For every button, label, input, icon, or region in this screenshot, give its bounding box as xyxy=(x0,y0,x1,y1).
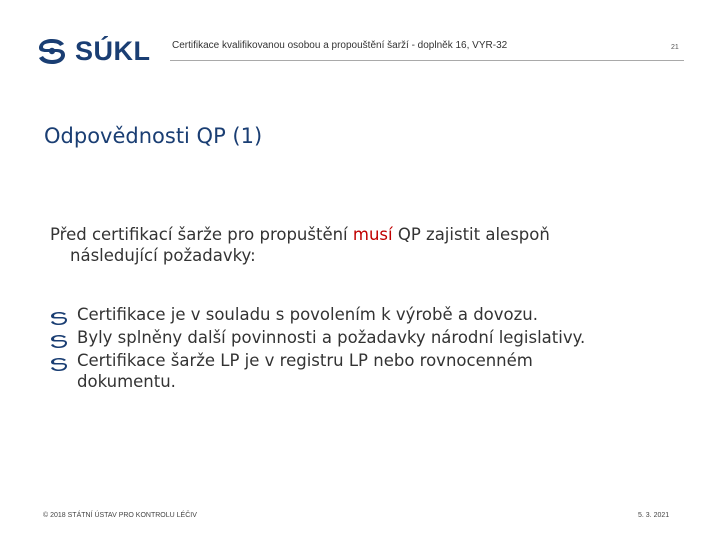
sukl-logo xyxy=(36,34,151,68)
intro-text-before: Před certifikací šarže pro propuštění xyxy=(50,225,353,244)
list-item-text: Byly splněny další povinnosti a požadavky národní legislativy. xyxy=(77,328,586,347)
list-item-text: Certifikace šarže LP je v registru LP nebo rovnocenném xyxy=(77,351,533,370)
page-number: 21 xyxy=(671,44,679,51)
sukl-bullet-icon xyxy=(50,355,68,376)
logo-wordmark: SÚKL xyxy=(75,35,151,66)
header-title: Certifikace kvalifikovanou osobou a propouštění šarží - doplněk 16, VYR-32 xyxy=(172,40,508,51)
header-divider xyxy=(170,60,684,61)
list-item-text-continued: dokumentu. xyxy=(77,372,176,391)
footer-date: 5. 3. 2021 xyxy=(638,512,670,519)
intro-emphasis: musí xyxy=(352,225,393,244)
list-item-text: Certifikace je v souladu s povolením k výrobě a dovozu. xyxy=(77,305,538,324)
sukl-logo-icon xyxy=(36,36,68,66)
list-item xyxy=(50,304,710,325)
intro-paragraph xyxy=(50,224,690,266)
slide-title: Odpovědnosti QP (1) xyxy=(44,124,263,148)
list-item xyxy=(50,327,710,348)
list-item xyxy=(50,350,710,392)
requirements-list xyxy=(50,304,710,394)
intro-text-after: QP zajistit alespoň xyxy=(392,225,550,244)
intro-line-2: následující požadavky: xyxy=(70,246,256,265)
footer-copyright: © 2018 STÁTNÍ ÚSTAV PRO KONTROLU LÉČIV xyxy=(43,512,197,519)
